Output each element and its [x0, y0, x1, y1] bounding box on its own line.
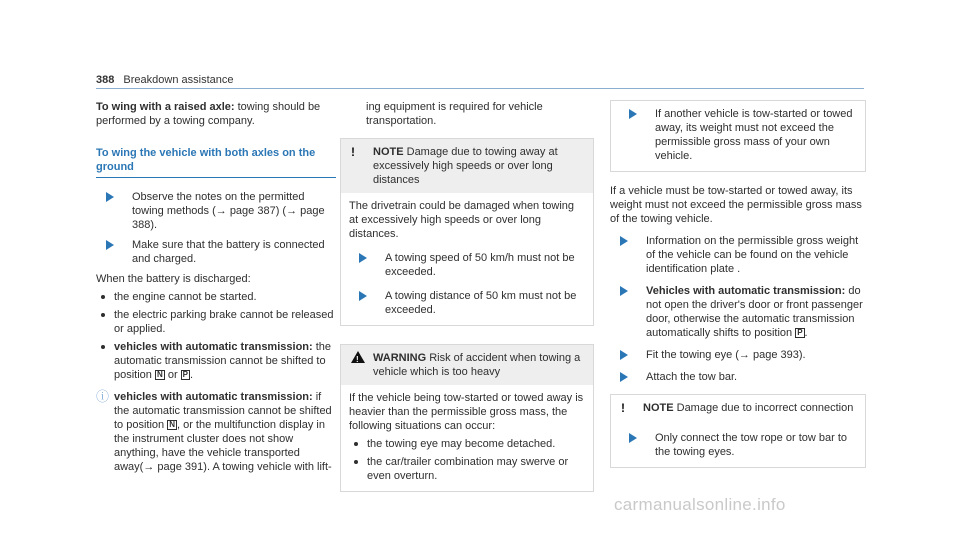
step-item	[610, 348, 866, 362]
bullet-dot	[101, 345, 105, 349]
note-header	[341, 139, 593, 193]
step-bold: Vehicles with automatic transmission:	[646, 285, 846, 297]
step-item	[610, 234, 866, 276]
gear-p-symbol: P	[797, 328, 803, 337]
step-item	[610, 370, 866, 384]
step-text: A towing speed of 50 km/h must not be exceeded.	[385, 252, 575, 278]
step-text: Make sure that the battery is connected and charged.	[132, 239, 325, 265]
bullet-dot	[101, 295, 105, 299]
note-header	[611, 395, 865, 421]
step-text: A towing distance of 50 km must not be exceeded.	[385, 290, 577, 316]
gear-n-symbol: N	[156, 370, 163, 379]
section-title: Breakdown assistance	[123, 74, 234, 86]
note-body	[611, 421, 865, 467]
tip-item	[96, 390, 336, 474]
step-item	[619, 107, 857, 163]
bullet-text: the engine cannot be started.	[114, 291, 257, 303]
bullet-dot	[354, 442, 358, 446]
step-item	[349, 251, 585, 279]
bullet-bold: vehicles with automatic transmission:	[114, 341, 313, 353]
note-body	[341, 193, 593, 325]
bullet-text: the towing eye may become detached.	[367, 438, 556, 450]
step-arrow-icon	[620, 350, 628, 360]
step-item	[96, 238, 336, 266]
step-text: Information on the permissible gross weight of the vehicle can be found on the vehicle identification plate .	[646, 235, 859, 275]
step-item	[610, 284, 866, 340]
step-text: do not open the driver's door or front passenger door, otherwise the automatic transmission automatically shifts to position	[646, 285, 863, 339]
warning-box	[340, 344, 594, 492]
warning-text: Risk of accident when towing a vehicle which is too heavy	[373, 352, 581, 378]
bullet-text: the car/trailer combination may swerve or even overturn.	[367, 456, 569, 482]
bullet-item	[349, 455, 585, 483]
bullet-text: .	[190, 369, 194, 381]
step-arrow-icon	[629, 109, 637, 119]
bullet-item	[96, 290, 336, 304]
watermark: carmanualsonline.info	[614, 495, 786, 514]
step-text: .	[804, 327, 808, 339]
intro-text: towing should be performed by a towing company.	[96, 101, 321, 127]
warning-icon	[351, 351, 365, 363]
intro-paragraph	[96, 100, 336, 128]
step-item	[619, 431, 857, 459]
bullet-text: the electric parking brake cannot be released or applied.	[114, 309, 334, 335]
gear-n-symbol: N	[169, 420, 175, 429]
weight-paragraph: If a vehicle must be tow-started or towed away, its weight must not exceed the permissible gross mass of the towing vehicle.	[610, 185, 862, 225]
note-title: NOTE	[373, 146, 404, 158]
step-text: Only connect the tow rope or tow bar to the towing eyes.	[655, 432, 847, 458]
warning-body-text: If the vehicle being tow-started or towed away is heavier than the permissible gross mass, the following situations can occur:	[349, 392, 584, 432]
step-arrow-icon	[106, 192, 114, 202]
intro-bold: To wing with a raised axle:	[96, 101, 235, 113]
bullet-text: the automatic transmission cannot be shifted to position	[114, 341, 332, 381]
tip-bold: vehicles with automatic transmission:	[114, 391, 313, 403]
continued-box-body	[611, 101, 865, 171]
page-number: 388	[96, 74, 115, 86]
step-item	[349, 289, 585, 317]
bullet-item	[349, 437, 585, 451]
tip-text: if the automatic transmission cannot be shifted to position	[114, 391, 332, 431]
bullet-item	[96, 308, 336, 336]
notice-icon: !	[351, 145, 355, 159]
continued-text: ing equipment is required for vehicle transportation.	[366, 101, 543, 127]
step-arrow-icon	[359, 253, 367, 263]
column-1	[96, 100, 336, 474]
tip-text: , or the multifunction display in the instrument cluster does not show anything, have the vehicle transported away(→ page 391). A towing vehicle with lift-	[114, 419, 332, 473]
gear-p-symbol: P	[182, 370, 189, 379]
warning-title: WARNING	[373, 352, 427, 364]
bullet-text: or	[164, 369, 181, 381]
column-3	[610, 100, 866, 468]
warning-body	[341, 385, 593, 491]
step-text: Observe the notes on the permitted towing methods (→ page 387) (→ page 388).	[132, 191, 325, 231]
note-title: NOTE	[643, 402, 674, 414]
note-box	[610, 394, 866, 468]
note-text: Damage due to towing away at excessively high speeds or over long distances	[373, 146, 558, 186]
note-text: Damage due to incorrect connection	[673, 402, 854, 414]
bullet-dot	[101, 313, 105, 317]
notice-icon: !	[621, 401, 625, 415]
section-heading: To wing the vehicle with both axles on the ground	[96, 146, 336, 178]
note-body-text: The drivetrain could be damaged when towing at excessively high speeds or over long distances.	[349, 200, 575, 240]
discharged-intro: When the battery is discharged:	[96, 273, 251, 285]
note-box	[340, 138, 594, 326]
bullet-item	[96, 340, 336, 382]
step-text: If another vehicle is tow-started or towed away, its weight must not exceed the permissible gross mass of your own vehicle.	[655, 108, 853, 162]
step-arrow-icon	[106, 240, 114, 250]
info-icon: ⓘ	[96, 389, 110, 404]
step-item	[96, 190, 336, 232]
header-divider	[96, 88, 864, 89]
step-arrow-icon	[629, 433, 637, 443]
continued-box	[610, 100, 866, 172]
step-text: Attach the tow bar.	[646, 371, 738, 383]
page-header	[96, 73, 233, 87]
step-arrow-icon	[620, 236, 628, 246]
bullet-dot	[354, 460, 358, 464]
step-text: Fit the towing eye (→ page 393).	[646, 349, 806, 361]
step-arrow-icon	[359, 291, 367, 301]
column-2	[340, 100, 594, 492]
warning-header	[341, 345, 593, 385]
step-arrow-icon	[620, 286, 628, 296]
step-arrow-icon	[620, 372, 628, 382]
